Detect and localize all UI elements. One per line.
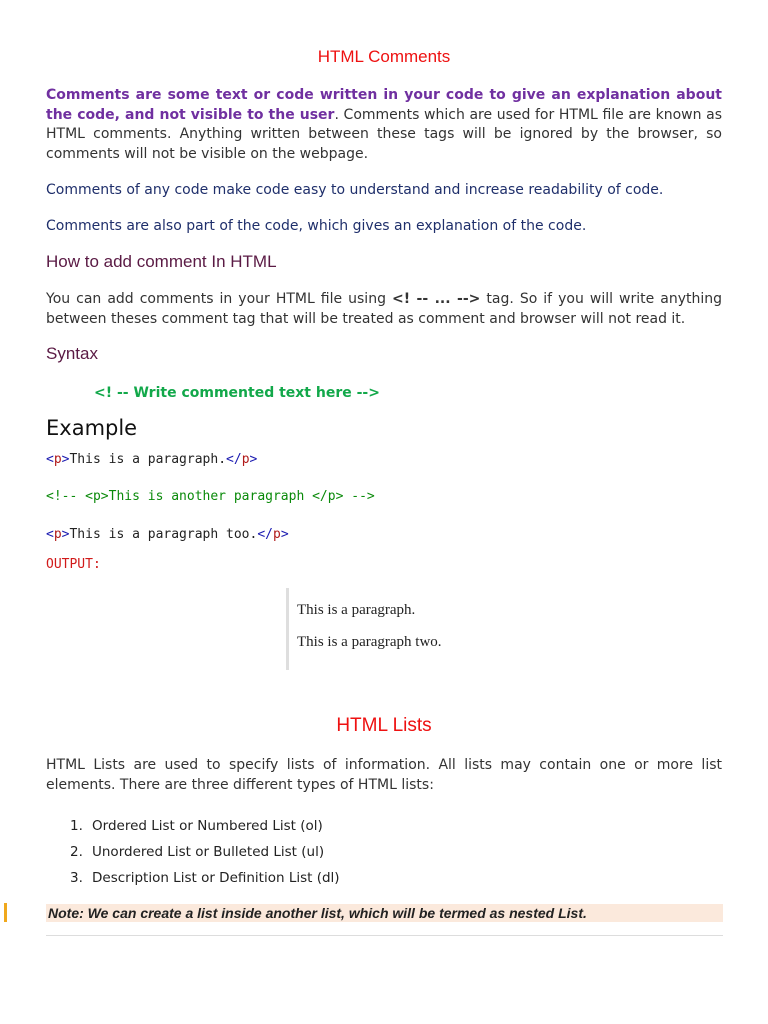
list-item-label: Ordered List or Numbered List (ol) <box>92 818 323 834</box>
code-line-paragraph <box>46 452 257 467</box>
how-to-heading: How to add comment In HTML <box>46 252 277 271</box>
code-line-paragraph-too <box>46 527 289 542</box>
list-item-label: Description List or Definition List (dl) <box>92 870 340 886</box>
how-to-text-before: You can add comments in your HTML file using <box>46 291 392 307</box>
list-item <box>70 870 340 886</box>
lists-title: HTML Lists <box>336 715 432 736</box>
how-to-paragraph <box>46 290 722 329</box>
code-tag-bracket: < <box>46 527 54 542</box>
list-item <box>70 844 324 860</box>
comments-intro-paragraph <box>46 86 722 164</box>
code-tag-bracket: </ <box>226 452 242 467</box>
list-item-number: 3. <box>70 870 83 886</box>
code-line-comment: <!-- <p>This is another paragraph </p> --> <box>46 489 375 504</box>
output-label: OUTPUT: <box>46 557 101 572</box>
syntax-code: <! -- Write commented text here --> <box>94 385 380 401</box>
syntax-heading: Syntax <box>46 344 98 363</box>
code-tag-bracket: > <box>61 452 70 467</box>
output-line-1: This is a paragraph. <box>297 602 416 618</box>
code-tag-bracket: > <box>280 527 289 542</box>
code-tag-name: p <box>53 527 62 542</box>
nested-list-note: Note: We can create a list inside another list, which will be termed as nested List. <box>48 905 587 921</box>
comments-title: HTML Comments <box>317 47 451 66</box>
divider <box>46 935 723 936</box>
list-item <box>70 818 323 834</box>
code-tag-bracket: > <box>249 452 258 467</box>
comments-definition-bold: Comments are some text or code written in your code to give an explanation about the code, and not visible to the user <box>46 87 722 123</box>
comments-intro-rest: . Comments which are used for HTML file are known as HTML comments. Anything written between these tags will be ignored by the browser, so comments will not be visible on the webpage. <box>46 106 723 162</box>
list-item-label: Unordered List or Bulleted List (ul) <box>92 844 325 860</box>
code-text: This is a paragraph. <box>69 452 227 467</box>
comments-readability-paragraph: Comments of any code make code easy to understand and increase readability of code. <box>46 182 664 198</box>
code-text: This is a paragraph too. <box>69 527 258 542</box>
comments-explanation-paragraph: Comments are also part of the code, which gives an explanation of the code. <box>46 218 587 234</box>
comment-tag-syntax: <! -- ... --> <box>391 291 481 307</box>
example-heading: Example <box>46 416 138 440</box>
output-preview-box <box>286 588 589 670</box>
lists-intro-paragraph: HTML Lists are used to specify lists of information. All lists may contain one or more list elements. There are three different types of HTML lists: <box>46 757 722 793</box>
how-to-text-after: tag. So if you will write anything between theses comment tag that will be treated as comment and browser will not read it. <box>46 291 722 327</box>
code-tag-bracket: </ <box>257 527 273 542</box>
list-item-number: 1. <box>70 818 83 834</box>
output-line-2: This is a paragraph two. <box>297 634 442 650</box>
code-tag-bracket: > <box>61 527 70 542</box>
code-tag-name: p <box>241 452 250 467</box>
note-marker <box>4 903 7 922</box>
code-tag-name: p <box>272 527 281 542</box>
list-item-number: 2. <box>70 844 83 860</box>
code-tag-name: p <box>53 452 62 467</box>
code-tag-bracket: < <box>46 452 54 467</box>
